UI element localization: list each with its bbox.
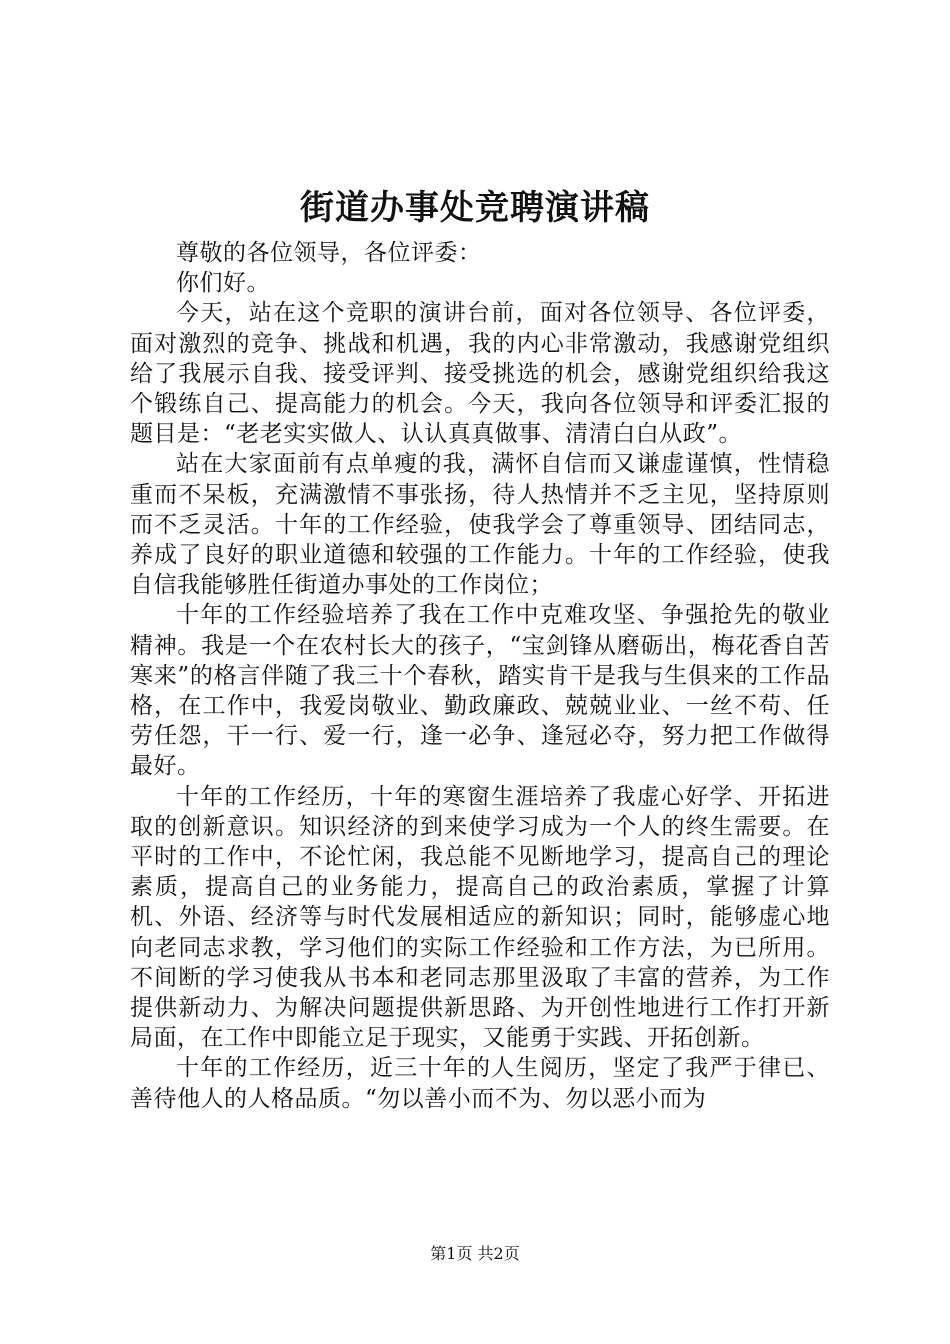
paragraph-opening: 今天，站在这个竞职的演讲台前，面对各位领导、各位评委，面对激烈的竞争、挑战和机遇，我的内心非常激动，我感谢党组织给了我展示自我、接受评判、接受挑选的机会，感谢党组织给我这个锻练自己、提高能力的机会。今天，我向各位领导和评委汇报的题目是：“老老实实做人、认认真真做事、清清白白从政”。 [130,300,830,448]
page-footer: 第1页 共2页 [430,1244,520,1263]
paragraph-salutation: 尊敬的各位领导，各位评委： [176,240,482,266]
paragraph-learning: 十年的工作经历，十年的寒窗生涯培养了我虚心好学、开拓进取的创新意识。知识经济的到来使学习成为一个人的终生需要。在平时的工作中，不论忙闲，我总能不见断地学习，提高自己的理论素质，提高自己的业务能力，提高自己的政治素质，掌握了计算机、外语、经济等与时代发展相适应的新知识；同时，能够虚心地向老同志求教，学习他们的实际工作经验和工作方法，为已所用。不间断的学习使我从书本和老同志那里汲取了丰富的营养，为工作提供新动力、为解决问题提供新思路、为开创性地进行工作打开新局面，在工作中即能立足于现实，又能勇于实践、开拓创新。 [130,783,830,1052]
document-title: 街道办事处竞聘演讲稿 [300,188,650,228]
paragraph-greeting: 你们好。 [176,270,270,297]
paragraph-character: 十年的工作经历，近三十年的人生阅历，坚定了我严于律已、善待他人的人格品质。“勿以善小而不为、勿以恶小而为 [130,1055,830,1112]
paragraph-self-intro: 站在大家面前有点单瘦的我，满怀自信而又谦虚谨慎，性情稳重而不呆板，充满激情不事张扬，待人热情并不乏主见，坚持原则而不乏灵活。十年的工作经验，使我学会了尊重领导、团结同志，养成了良好的职业道德和较强的工作能力。十年的工作经验，使我自信我能够胜任街道办事处的工作岗位； [130,451,830,599]
paragraph-dedication: 十年的工作经验培养了我在工作中克难攻坚、争强抢先的敬业精神。我是一个在农村长大的孩子，“宝剑锋从磨砺出，梅花香自苦寒来”的格言伴随了我三十个春秋，踏实肯干是我与生俱来的工作品格，在工作中，我爱岗敬业、勤政廉政、兢兢业业、一丝不苟、任劳任怨，干一行、爱一行，逢一必争、逢冠必夺，努力把工作做得最好。 [130,602,830,780]
document-body [130,238,830,1114]
